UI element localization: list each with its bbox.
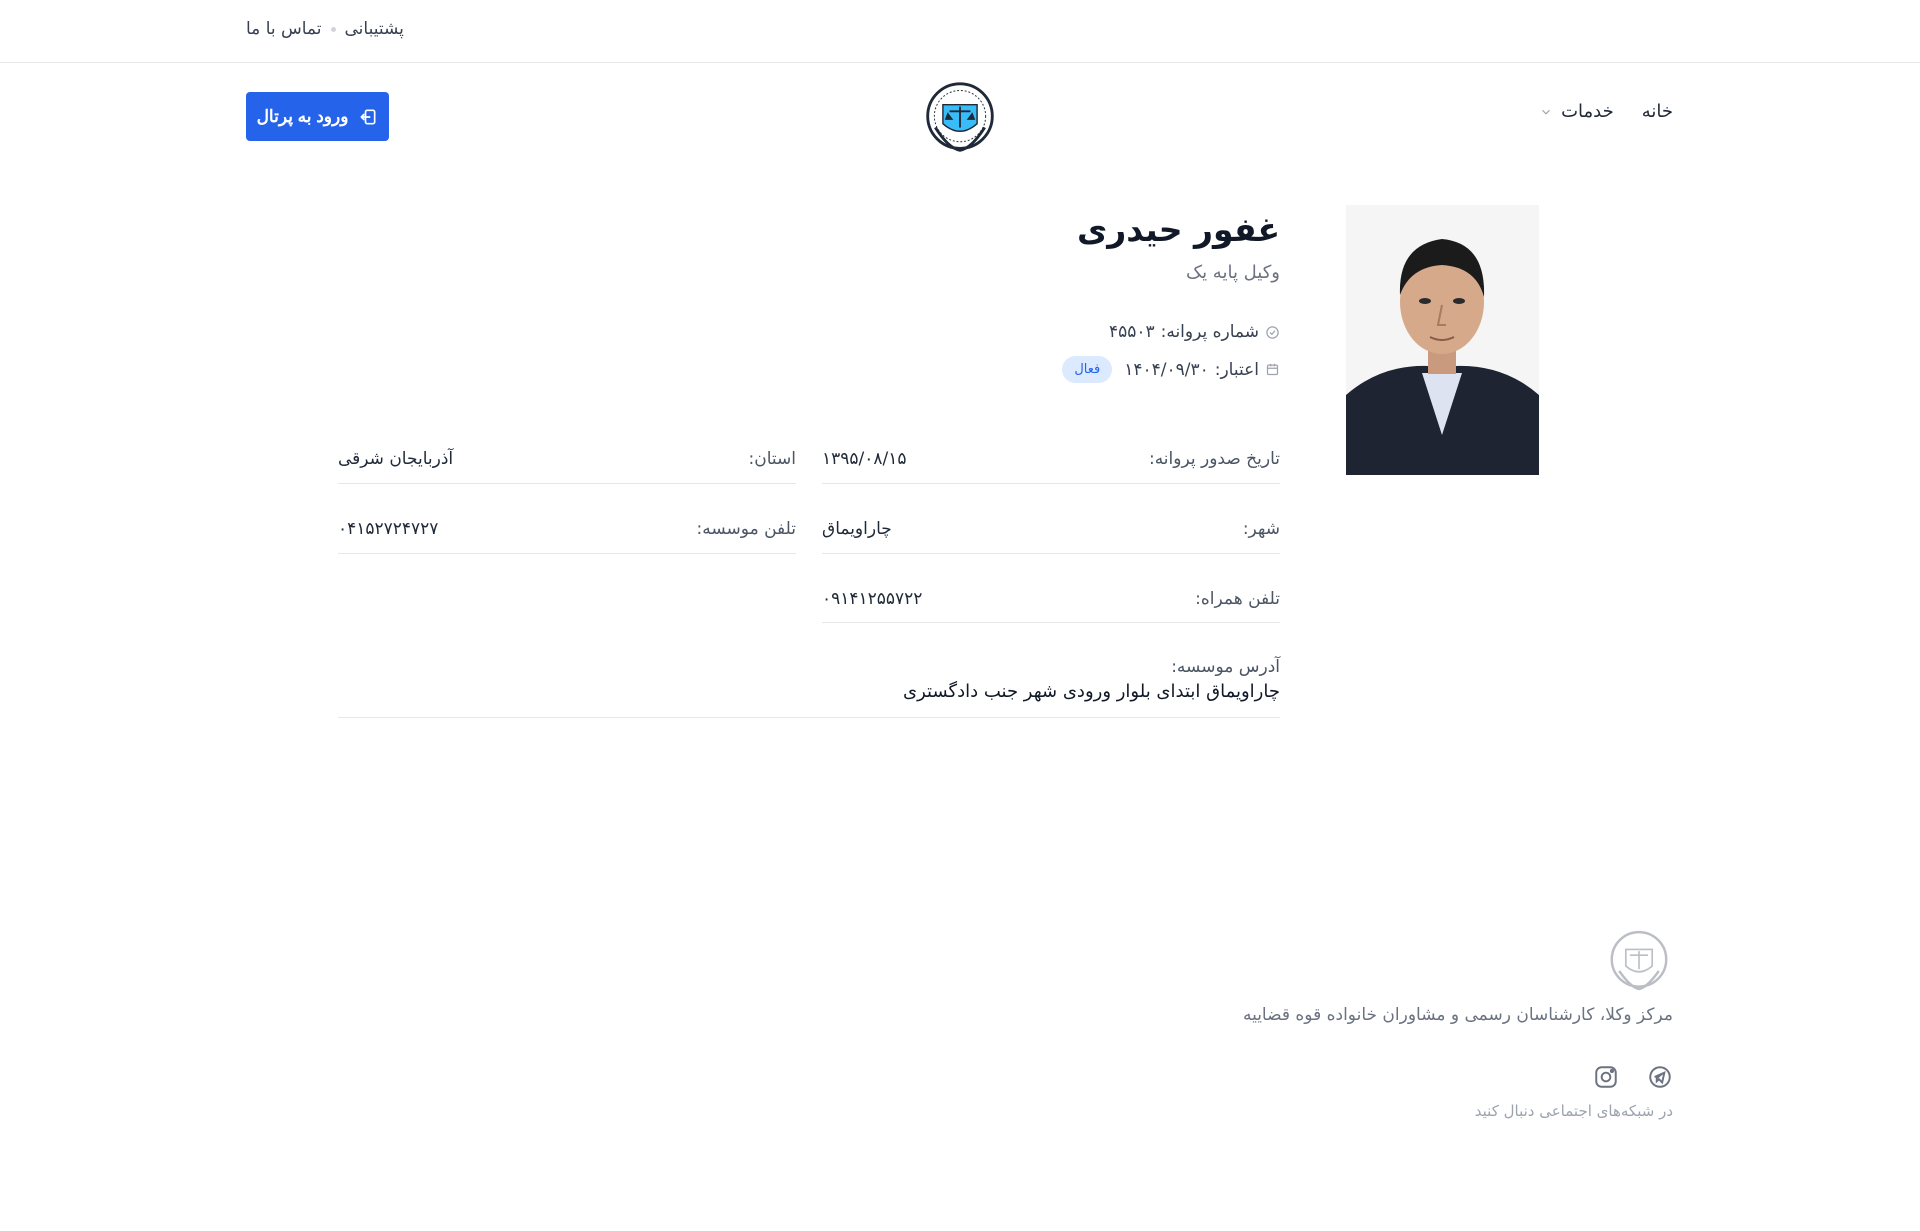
office-phone-value: ۰۴۱۵۲۷۲۴۷۲۷ bbox=[338, 519, 439, 539]
calendar-icon bbox=[1265, 362, 1280, 377]
status-badge: فعال bbox=[1062, 356, 1112, 383]
instagram-icon[interactable] bbox=[1593, 1064, 1619, 1090]
lawyer-name: غفور حیدری bbox=[1076, 210, 1280, 249]
address-value: چاراویماق ابتدای بلوار ورودی شهر جنب دادگستری bbox=[903, 681, 1280, 702]
mobile-value: ۰۹۱۴۱۲۵۵۷۲۲ bbox=[822, 589, 923, 609]
province-label: استان: bbox=[748, 449, 796, 469]
lawyer-photo bbox=[1346, 205, 1539, 475]
province-value: آذربایجان شرقی bbox=[338, 449, 454, 469]
top-bar bbox=[0, 0, 1920, 63]
contact-link[interactable]: تماس با ما bbox=[246, 19, 322, 39]
footer-follow-text: در شبکه‌های اجتماعی دنبال کنید bbox=[1474, 1102, 1673, 1120]
license-number: ۴۵۵۰۳ bbox=[1108, 322, 1155, 342]
check-circle-icon bbox=[1265, 325, 1280, 340]
validity-label: اعتبار: bbox=[1214, 359, 1259, 380]
office-phone-field bbox=[338, 519, 796, 554]
telegram-icon[interactable] bbox=[1647, 1064, 1673, 1090]
license-label: شماره پروانه: bbox=[1160, 322, 1259, 342]
footer-justice-logo bbox=[1606, 928, 1672, 994]
validity-row bbox=[1062, 356, 1280, 383]
mobile-field bbox=[822, 589, 1280, 623]
nav-services[interactable] bbox=[1539, 101, 1614, 122]
chevron-down-icon bbox=[1539, 105, 1553, 119]
support-link[interactable]: پشتیبانی bbox=[344, 19, 404, 39]
office-phone-label: تلفن موسسه: bbox=[696, 519, 796, 539]
address-label: آدرس موسسه: bbox=[1171, 657, 1280, 677]
main-nav bbox=[1539, 101, 1673, 122]
social-links bbox=[1593, 1064, 1673, 1090]
address-field bbox=[338, 657, 1280, 718]
separator-dot bbox=[331, 27, 336, 32]
justice-logo[interactable] bbox=[922, 80, 998, 156]
nav-services-label: خدمات bbox=[1561, 101, 1614, 122]
portal-login-label: ورود به پرتال bbox=[256, 106, 349, 126]
city-value: چاراویماق bbox=[822, 519, 892, 539]
license-row bbox=[1109, 322, 1280, 342]
issue-date-field bbox=[822, 449, 1280, 484]
footer-title: مرکز وکلا، کارشناسان رسمی و مشاوران خانواده قوه قضاییه bbox=[1242, 1005, 1673, 1025]
top-links bbox=[246, 19, 404, 39]
lawyer-rank: وکیل پایه یک bbox=[1185, 262, 1280, 283]
portal-login-button[interactable] bbox=[246, 92, 389, 141]
issue-date-label: تاریخ صدور پروانه: bbox=[1148, 449, 1280, 469]
city-field bbox=[822, 519, 1280, 554]
nav-home[interactable]: خانه bbox=[1641, 101, 1673, 122]
exit-icon bbox=[358, 107, 378, 127]
mobile-label: تلفن همراه: bbox=[1195, 589, 1280, 609]
validity-date: ۱۴۰۴/۰۹/۳۰ bbox=[1124, 359, 1209, 380]
province-field bbox=[338, 449, 796, 484]
issue-date-value: ۱۳۹۵/۰۸/۱۵ bbox=[822, 449, 907, 469]
city-label: شهر: bbox=[1242, 519, 1280, 539]
